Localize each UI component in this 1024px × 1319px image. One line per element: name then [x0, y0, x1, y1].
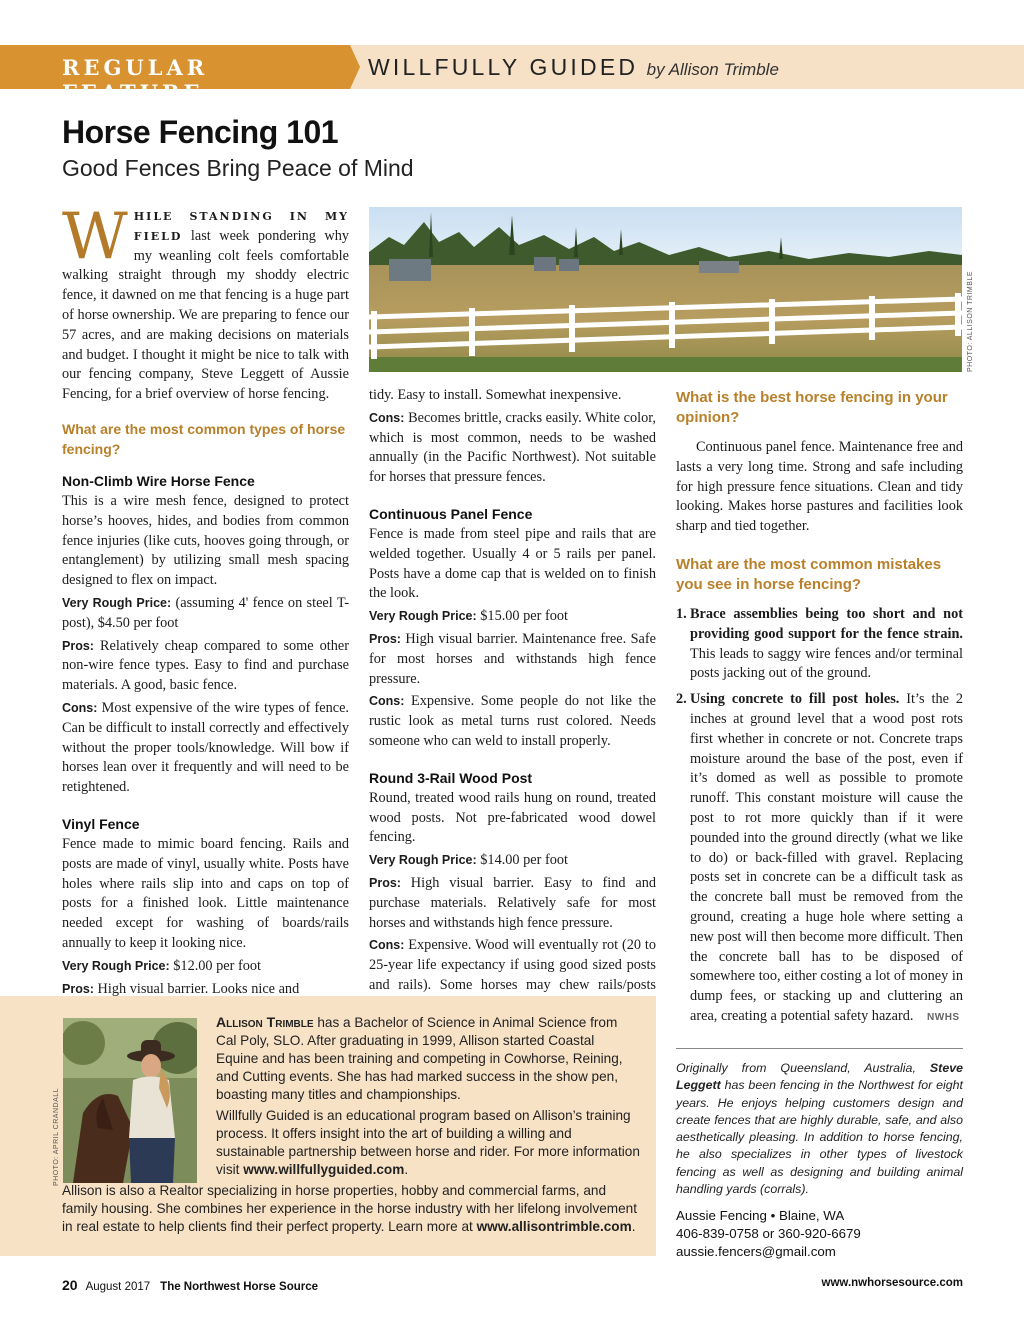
vinyl-pros-cont: tidy. Easy to install. Somewhat inexpensive.: [369, 387, 622, 403]
price-label: Very Rough Price:: [369, 609, 477, 624]
willfullyguided-link[interactable]: www.willfullyguided.com: [243, 1162, 405, 1177]
bio-photo-credit: PHOTO: APRIL CRANDALL: [53, 1087, 60, 1186]
cons-label: Cons:: [62, 700, 98, 715]
cons-label: Cons:: [369, 694, 405, 709]
photo-spacer: [62, 1013, 216, 1181]
bio-paragraph-2: Willfully Guided is an educational program based on Allison’s training process. It offers insight into the art of building a willing and sustainable partnership between horse and rider. For more information visit www.willfullyguided.com.: [216, 1108, 640, 1177]
contact-email[interactable]: aussie.fencers@gmail.com: [676, 1243, 836, 1259]
mistake-bold: Using concrete to fill post holes.: [690, 691, 900, 708]
mistake-text: It’s the 2 inches at ground level that a wood post rots first whether in concrete or not. Concrete traps moisture around the base of the post, even if it’s domed as well as possible to promote runoff. This constant moisture will cause the post to rot more quickly than if it were pounded into the ground directly (what we like to do) or back-filled with gravel. Replacing posts set in concrete can be a difficult task as the concrete ball must be removed from the ground, creating a huge hole where setting a new post will then become more difficult. Then the concrete ball has to be disposed of somewhere too, either costing a lot of money in dump fees, or stacking up and cluttering an area, creating a potential safety hazard.: [690, 691, 963, 1024]
column-name: WILLFULLY GUIDED: [368, 54, 639, 80]
article-title: Horse Fencing 101: [62, 114, 339, 150]
column-two: [369, 386, 656, 1016]
magazine-name: The Northwest Horse Source: [160, 1281, 319, 1293]
contact-phone: 406-839-0758 or 360-920-6679: [676, 1225, 861, 1241]
mistakes-list: [676, 605, 963, 1028]
question-common-mistakes: What are the most common mistakes you see in horse fencing?: [676, 555, 942, 593]
pros-label: Pros:: [62, 981, 94, 996]
price-value: $14.00 per foot: [480, 852, 569, 869]
pros-value: High visual barrier. Looks nice and: [97, 980, 300, 997]
wood-heading: Round 3-Rail Wood Post: [369, 769, 533, 786]
price-value: $12.00 per foot: [173, 957, 262, 974]
section-label: REGULAR FEATURE: [62, 55, 209, 105]
mistake-bold: Brace assemblies being too short and not providing good support for the fence strain.: [690, 605, 963, 642]
column-three: [676, 388, 963, 1034]
price-label: Very Rough Price:: [62, 595, 172, 610]
pros-value: High visual barrier. Easy to find and purchase materials. Relatively safe for most horses and withstands high fence pressure.: [369, 874, 657, 931]
price-label: Very Rough Price:: [62, 958, 170, 973]
about-name: Steve Leggett: [676, 1061, 963, 1093]
wood-desc: Round, treated wood rails hung on round, treated wood posts. Not pre-fabricated wood dowel fencing.: [369, 789, 656, 846]
vinyl-desc: Fence made to mimic board fencing. Rails and posts are made of vinyl, usually white. Posts have holes where rails slip into and caps on top of posts for a finished look. Little maintenance needed except for washing of boards/rails annually to keep it looking nice.: [62, 835, 349, 951]
cons-label: Cons:: [369, 410, 405, 425]
pros-label: Pros:: [369, 631, 401, 646]
article-subtitle: Good Fences Bring Peace of Mind: [62, 155, 414, 181]
vinyl-cons: [369, 409, 656, 488]
section-label-box: [0, 45, 350, 105]
non-climb-heading: Non-Climb Wire Horse Fence: [62, 472, 255, 489]
column-title: [368, 54, 779, 81]
panel-desc: Fence is made from steel pipe and rails that are welded together. Usually 4 or 5 rails per panel. Posts have a dome cap that is welded on to finish the look.: [369, 525, 656, 602]
wood-price: [369, 851, 656, 871]
cons-value: Becomes brittle, cracks easily. White color, which is most common, needs to be washed annually (in the Pacific Northwest). Not suitable for horses that pressure fences.: [369, 409, 656, 486]
panel-heading: Continuous Panel Fence: [369, 505, 533, 522]
divider: [676, 1048, 963, 1049]
list-number: 2.: [676, 691, 687, 708]
fence-photo: [369, 207, 962, 372]
bio-text-3: Allison is also a Realtor specializing in horse properties, hobby and commercial farms, and family housing. She combines her experience in the horse industry with her lifelong involvement in real estate to help clients find their perfect property. Learn more at: [62, 1183, 638, 1234]
list-item: [676, 605, 963, 684]
non-climb-cons: [62, 699, 349, 798]
panel-cons: [369, 692, 656, 751]
byline: by Allison Trimble: [646, 60, 779, 79]
question-best-fencing: What is the best horse fencing in your opinion?: [676, 389, 948, 426]
non-climb-price: [62, 594, 349, 634]
photo-credit: PHOTO: ALLISON TRIMBLE: [967, 271, 974, 372]
question-common-types: What are the most common types of horse fencing?: [62, 420, 346, 457]
price-value: (assuming 4' fence on steel T-post), $4.50 per foot: [62, 594, 349, 631]
cons-value: Expensive. Wood will eventually rot (20 to 25-year life expectancy if using good sized posts and rails). Some horses may chew rails/posts: [369, 937, 656, 993]
issue-date: August 2017: [85, 1281, 151, 1293]
panel-pros: [369, 630, 656, 689]
answer-best-fencing: Continuous panel fence. Maintenance free and lasts a very long time. Strong and safe including for high pressure fence situations. Clean and tidy looking. Makes horse pastures and facilities look sharp and tied together.: [676, 439, 963, 535]
non-climb-desc: This is a wire mesh fence, designed to protect horse’s hooves, hides, and bodies from common fence injuries (like cuts, hooves going through, or entanglement) by utilizing small mesh spacing designed to flex on impact.: [62, 492, 349, 589]
allisontrimble-link[interactable]: www.allisontrimble.com: [476, 1219, 632, 1234]
contact-info: [676, 1207, 963, 1260]
feature-header: [0, 45, 1024, 105]
intro-text: last week pondering why my weanling colt feels comfortable walking straight through my shoddy electric fence, it dawned on me that fencing is a huge part of horse ownership. We are preparing to fence our 57 acres, and are making decisions on materials and budget. I thought it might be nice to talk with our fencing company, Steve Leggett of Aussie Fencing, for a brief overview of horse fencing.: [62, 227, 349, 403]
non-climb-pros: [62, 637, 349, 696]
column-one: [62, 200, 349, 999]
end-mark: NWHS: [927, 1011, 960, 1023]
wood-pros: [369, 874, 656, 933]
intro-paragraph: [62, 200, 349, 405]
contact-company: Aussie Fencing • Blaine, WA: [676, 1208, 845, 1223]
drop-cap: W: [62, 200, 128, 274]
author-name: Allison Trimble: [216, 1014, 314, 1030]
footer-left: [62, 1277, 318, 1293]
pros-label: Pros:: [62, 638, 94, 653]
author-bio: [62, 1013, 640, 1239]
bio-text-2: Willfully Guided is an educational program based on Allison’s training process. It offers insight into the art of building a willing and sustainable partnership between horse and rider. For more information visit: [216, 1108, 640, 1177]
pros-value: High visual barrier. Maintenance free. Safe for most horses and withstands high fence pressure.: [369, 630, 656, 687]
list-item: [676, 690, 963, 1028]
price-value: $15.00 per foot: [480, 608, 569, 625]
bio-paragraph-3: Allison is also a Realtor specializing in horse properties, hobby and commercial farms, and family housing. She combines her experience in the horse industry with her lifelong involvement in real estate to help clients find their perfect property. Learn more at www.allisontrimble.com.: [62, 1183, 638, 1234]
mistake-text: This leads to saggy wire fences and/or terminal posts jacking out of the ground.: [690, 645, 963, 682]
cons-value: Expensive. Some people do not like the rustic look as metal turns rust colored. Needs someone who can weld to install properly.: [369, 693, 657, 749]
list-number: 1.: [676, 605, 687, 622]
price-label: Very Rough Price:: [369, 853, 477, 868]
pros-value: Relatively cheap compared to some other non-wire fence types. Easy to find and purchase materials. A good, basic fence.: [62, 637, 349, 694]
about-steve: [676, 1060, 963, 1198]
page-number: 20: [62, 1277, 78, 1293]
footer-website[interactable]: www.nwhorsesource.com: [821, 1277, 963, 1289]
cons-value: Most expensive of the wire types of fence. Can be difficult to install correctly and effectively without the proper tools/knowledge. Will bow if horses lean over it frequently and will need to be retightened.: [62, 699, 349, 796]
cons-label: Cons:: [369, 938, 405, 953]
pros-label: Pros:: [369, 875, 401, 890]
intro-lead: HILE STANDING IN MY FIELD: [133, 210, 349, 243]
bio-text-1: has a Bachelor of Science in Animal Science from Cal Poly, SLO. After graduating in 1999, Allison started Coastal Equine and has been training and competing in Cowhorse, Reining, and Cutting events. She has had marked success in the show pen, boasting many titles and championships.: [216, 1015, 623, 1102]
panel-price: [369, 607, 656, 627]
about-pre: Originally from Queensland, Australia,: [676, 1061, 916, 1075]
vinyl-price: [62, 957, 349, 977]
vinyl-heading: Vinyl Fence: [62, 815, 140, 832]
about-text: has been fencing in the Northwest for eight years. He enjoys helping customers design and create fences that are highly durable, safe, and also aesthetically pleasing. In addition to horse fencing, he also specializes in other types of livestock fencing as well as designing and building animal handling yards (corrals).: [676, 1078, 963, 1197]
